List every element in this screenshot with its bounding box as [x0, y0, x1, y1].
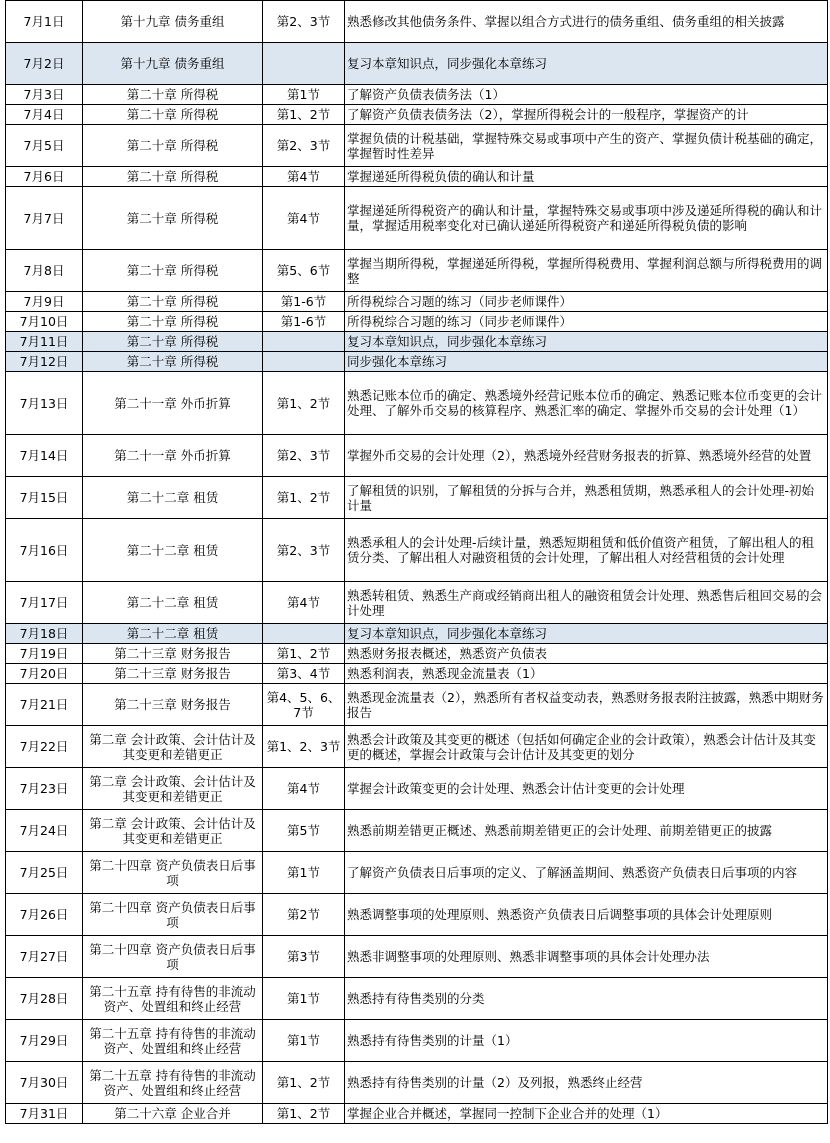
section-cell: 第4节: [263, 768, 345, 810]
chapter-cell: 第二章 会计政策、会计估计及其变更和差错更正: [83, 726, 263, 768]
task-cell: 了解租赁的识别，了解租赁的分拆与合并，熟悉租赁期，熟悉承租人的会计处理-初始计量: [345, 477, 828, 519]
task-cell: 熟悉记账本位币的确定、熟悉境外经营记账本位币的确定、熟悉记账本位币变更的会计处理、了解外币交易的核算程序、熟悉汇率的确定、掌握外币交易的会计处理（1）: [345, 372, 828, 435]
date-cell: 7月31日: [6, 1104, 83, 1124]
table-row: [6, 85, 828, 105]
date-cell: 7月20日: [6, 664, 83, 684]
section-cell: 第1、2、3节: [263, 726, 345, 768]
section-cell: [263, 624, 345, 644]
table-row: [6, 1020, 828, 1062]
table-row: [6, 187, 828, 250]
section-cell: 第1、2节: [263, 105, 345, 125]
date-cell: 7月21日: [6, 684, 83, 726]
chapter-cell: 第二十一章 外币折算: [83, 435, 263, 477]
task-cell: 熟悉承租人的会计处理-后续计量，熟悉短期租赁和低价值资产租赁，了解出租人的租赁分类、了解出租人对融资租赁的会计处理，了解出租人对经营租赁的会计处理: [345, 519, 828, 582]
section-cell: 第5节: [263, 810, 345, 852]
task-cell: 熟悉持有待售类别的计量（1）: [345, 1020, 828, 1062]
table-row: [6, 519, 828, 582]
section-cell: 第1节: [263, 978, 345, 1020]
table-row: [6, 582, 828, 624]
table-row: [6, 664, 828, 684]
task-cell: 掌握企业合并概述，掌握同一控制下企业合并的处理（1）: [345, 1104, 828, 1124]
section-cell: 第1、2节: [263, 1104, 345, 1124]
date-cell: 7月7日: [6, 187, 83, 250]
date-cell: 7月22日: [6, 726, 83, 768]
date-cell: 7月13日: [6, 372, 83, 435]
task-cell: 所得税综合习题的练习（同步老师课件）: [345, 292, 828, 312]
section-cell: 第1、2节: [263, 477, 345, 519]
section-cell: 第4节: [263, 187, 345, 250]
chapter-cell: 第二十五章 持有待售的非流动资产、处置组和终止经营: [83, 978, 263, 1020]
date-cell: 7月12日: [6, 352, 83, 372]
task-cell: 所得税综合习题的练习（同步老师课件）: [345, 312, 828, 332]
table-row: [6, 936, 828, 978]
chapter-cell: 第二十四章 资产负债表日后事项: [83, 936, 263, 978]
chapter-cell: 第二章 会计政策、会计估计及其变更和差错更正: [83, 810, 263, 852]
chapter-cell: 第十九章 债务重组: [83, 43, 263, 85]
section-cell: 第1-6节: [263, 312, 345, 332]
section-cell: 第1节: [263, 1020, 345, 1062]
table-row: [6, 978, 828, 1020]
chapter-cell: 第二十章 所得税: [83, 105, 263, 125]
task-cell: 熟悉持有待售类别的计量（2）及列报，熟悉终止经营: [345, 1062, 828, 1104]
chapter-cell: 第二十二章 租赁: [83, 519, 263, 582]
table-row: [6, 768, 828, 810]
chapter-cell: 第二十章 所得税: [83, 312, 263, 332]
task-cell: 熟悉持有待售类别的分类: [345, 978, 828, 1020]
section-cell: 第1、2节: [263, 372, 345, 435]
table-row: [6, 894, 828, 936]
task-cell: 了解资产负债表日后事项的定义、了解涵盖期间、熟悉资产负债表日后事项的内容: [345, 852, 828, 894]
table-row: [6, 726, 828, 768]
task-cell: 熟悉财务报表概述，熟悉资产负债表: [345, 644, 828, 664]
task-cell: 同步强化本章练习: [345, 352, 828, 372]
chapter-cell: 第二十章 所得税: [83, 332, 263, 352]
chapter-cell: 第十九章 债务重组: [83, 1, 263, 43]
section-cell: 第1、2节: [263, 644, 345, 664]
table-row: [6, 1, 828, 43]
task-cell: 掌握会计政策变更的会计处理、熟悉会计估计变更的会计处理: [345, 768, 828, 810]
task-cell: 熟悉调整事项的处理原则、熟悉资产负债表日后调整事项的具体会计处理原则: [345, 894, 828, 936]
date-cell: 7月18日: [6, 624, 83, 644]
section-cell: 第5、6节: [263, 250, 345, 292]
task-cell: 熟悉利润表，熟悉现金流量表（1）: [345, 664, 828, 684]
task-cell: 熟悉前期差错更正概述、熟悉前期差错更正的会计处理、前期差错更正的披露: [345, 810, 828, 852]
task-cell: 熟悉非调整事项的处理原则、熟悉非调整事项的具体会计处理办法: [345, 936, 828, 978]
date-cell: 7月29日: [6, 1020, 83, 1062]
task-cell: 熟悉会计政策及其变更的概述（包括如何确定企业的会计政策），熟悉会计估计及其变更的概述，掌握会计政策与会计估计及其变更的划分: [345, 726, 828, 768]
chapter-cell: 第二十章 所得税: [83, 187, 263, 250]
table-row: [6, 1104, 828, 1124]
table-row: [6, 43, 828, 85]
task-cell: 熟悉转租赁、熟悉生产商或经销商出租人的融资租赁会计处理、熟悉售后租回交易的会计处理: [345, 582, 828, 624]
section-cell: 第4节: [263, 167, 345, 187]
date-cell: 7月5日: [6, 125, 83, 167]
chapter-cell: 第二十章 所得税: [83, 250, 263, 292]
task-cell: 掌握递延所得税资产的确认和计量，掌握特殊交易或事项中涉及递延所得税的确认和计量，掌握适用税率变化对已确认递延所得税资产和递延所得税负债的影响: [345, 187, 828, 250]
date-cell: 7月16日: [6, 519, 83, 582]
task-cell: 复习本章知识点，同步强化本章练习: [345, 332, 828, 352]
table-row: [6, 684, 828, 726]
date-cell: 7月28日: [6, 978, 83, 1020]
section-cell: 第2、3节: [263, 1, 345, 43]
task-cell: 掌握外币交易的会计处理（2），熟悉境外经营财务报表的折算、熟悉境外经营的处置: [345, 435, 828, 477]
chapter-cell: 第二十章 所得税: [83, 125, 263, 167]
chapter-cell: 第二十三章 财务报告: [83, 644, 263, 664]
date-cell: 7月25日: [6, 852, 83, 894]
table-row: [6, 644, 828, 664]
task-cell: 掌握负债的计税基础，掌握特殊交易或事项中产生的资产、掌握负债计税基础的确定，掌握暂时性差异: [345, 125, 828, 167]
chapter-cell: 第二十三章 财务报告: [83, 684, 263, 726]
chapter-cell: 第二十章 所得税: [83, 292, 263, 312]
table-row: [6, 435, 828, 477]
date-cell: 7月17日: [6, 582, 83, 624]
table-row: [6, 352, 828, 372]
date-cell: 7月1日: [6, 1, 83, 43]
section-cell: [263, 43, 345, 85]
table-row: [6, 292, 828, 312]
section-cell: 第2节: [263, 894, 345, 936]
section-cell: 第2、3节: [263, 435, 345, 477]
section-cell: [263, 352, 345, 372]
task-cell: 复习本章知识点，同步强化本章练习: [345, 43, 828, 85]
date-cell: 7月9日: [6, 292, 83, 312]
chapter-cell: 第二十章 所得税: [83, 85, 263, 105]
table-row: [6, 125, 828, 167]
section-cell: 第4、5、6、7节: [263, 684, 345, 726]
date-cell: 7月10日: [6, 312, 83, 332]
section-cell: 第1、2节: [263, 1062, 345, 1104]
date-cell: 7月8日: [6, 250, 83, 292]
date-cell: 7月19日: [6, 644, 83, 664]
date-cell: 7月15日: [6, 477, 83, 519]
date-cell: 7月6日: [6, 167, 83, 187]
chapter-cell: 第二十三章 财务报告: [83, 664, 263, 684]
task-cell: 了解资产负债表债务法（1）: [345, 85, 828, 105]
table-row: [6, 250, 828, 292]
schedule-body: [6, 1, 828, 1124]
table-row: [6, 312, 828, 332]
chapter-cell: 第二十五章 持有待售的非流动资产、处置组和终止经营: [83, 1020, 263, 1062]
section-cell: 第2、3节: [263, 125, 345, 167]
task-cell: 复习本章知识点，同步强化本章练习: [345, 624, 828, 644]
date-cell: 7月11日: [6, 332, 83, 352]
task-cell: 掌握递延所得税负债的确认和计量: [345, 167, 828, 187]
table-row: [6, 477, 828, 519]
date-cell: 7月4日: [6, 105, 83, 125]
chapter-cell: 第二十五章 持有待售的非流动资产、处置组和终止经营: [83, 1062, 263, 1104]
chapter-cell: 第二十六章 企业合并: [83, 1104, 263, 1124]
section-cell: 第1-6节: [263, 292, 345, 312]
chapter-cell: 第二十四章 资产负债表日后事项: [83, 852, 263, 894]
date-cell: 7月24日: [6, 810, 83, 852]
chapter-cell: 第二章 会计政策、会计估计及其变更和差错更正: [83, 768, 263, 810]
table-row: [6, 624, 828, 644]
table-row: [6, 810, 828, 852]
table-row: [6, 332, 828, 352]
date-cell: 7月2日: [6, 43, 83, 85]
date-cell: 7月23日: [6, 768, 83, 810]
date-cell: 7月3日: [6, 85, 83, 105]
chapter-cell: 第二十一章 外币折算: [83, 372, 263, 435]
task-cell: 熟悉现金流量表（2），熟悉所有者权益变动表，熟悉财务报表附注披露，熟悉中期财务报告: [345, 684, 828, 726]
chapter-cell: 第二十二章 租赁: [83, 624, 263, 644]
section-cell: 第1节: [263, 85, 345, 105]
chapter-cell: 第二十二章 租赁: [83, 477, 263, 519]
chapter-cell: 第二十二章 租赁: [83, 582, 263, 624]
chapter-cell: 第二十章 所得税: [83, 167, 263, 187]
task-cell: 熟悉修改其他债务条件、掌握以组合方式进行的债务重组、债务重组的相关披露: [345, 1, 828, 43]
study-schedule-table: [5, 0, 828, 1124]
table-row: [6, 167, 828, 187]
chapter-cell: 第二十四章 资产负债表日后事项: [83, 894, 263, 936]
date-cell: 7月14日: [6, 435, 83, 477]
table-row: [6, 105, 828, 125]
date-cell: 7月30日: [6, 1062, 83, 1104]
table-row: [6, 852, 828, 894]
date-cell: 7月26日: [6, 894, 83, 936]
task-cell: 了解资产负债表债务法（2），掌握所得税会计的一般程序，掌握资产的计: [345, 105, 828, 125]
section-cell: 第2、3节: [263, 519, 345, 582]
table-row: [6, 1062, 828, 1104]
section-cell: 第1节: [263, 852, 345, 894]
section-cell: [263, 332, 345, 352]
section-cell: 第3节: [263, 936, 345, 978]
task-cell: 掌握当期所得税，掌握递延所得税，掌握所得税费用、掌握利润总额与所得税费用的调整: [345, 250, 828, 292]
chapter-cell: 第二十章 所得税: [83, 352, 263, 372]
table-row: [6, 372, 828, 435]
date-cell: 7月27日: [6, 936, 83, 978]
section-cell: 第3、4节: [263, 664, 345, 684]
section-cell: 第4节: [263, 582, 345, 624]
